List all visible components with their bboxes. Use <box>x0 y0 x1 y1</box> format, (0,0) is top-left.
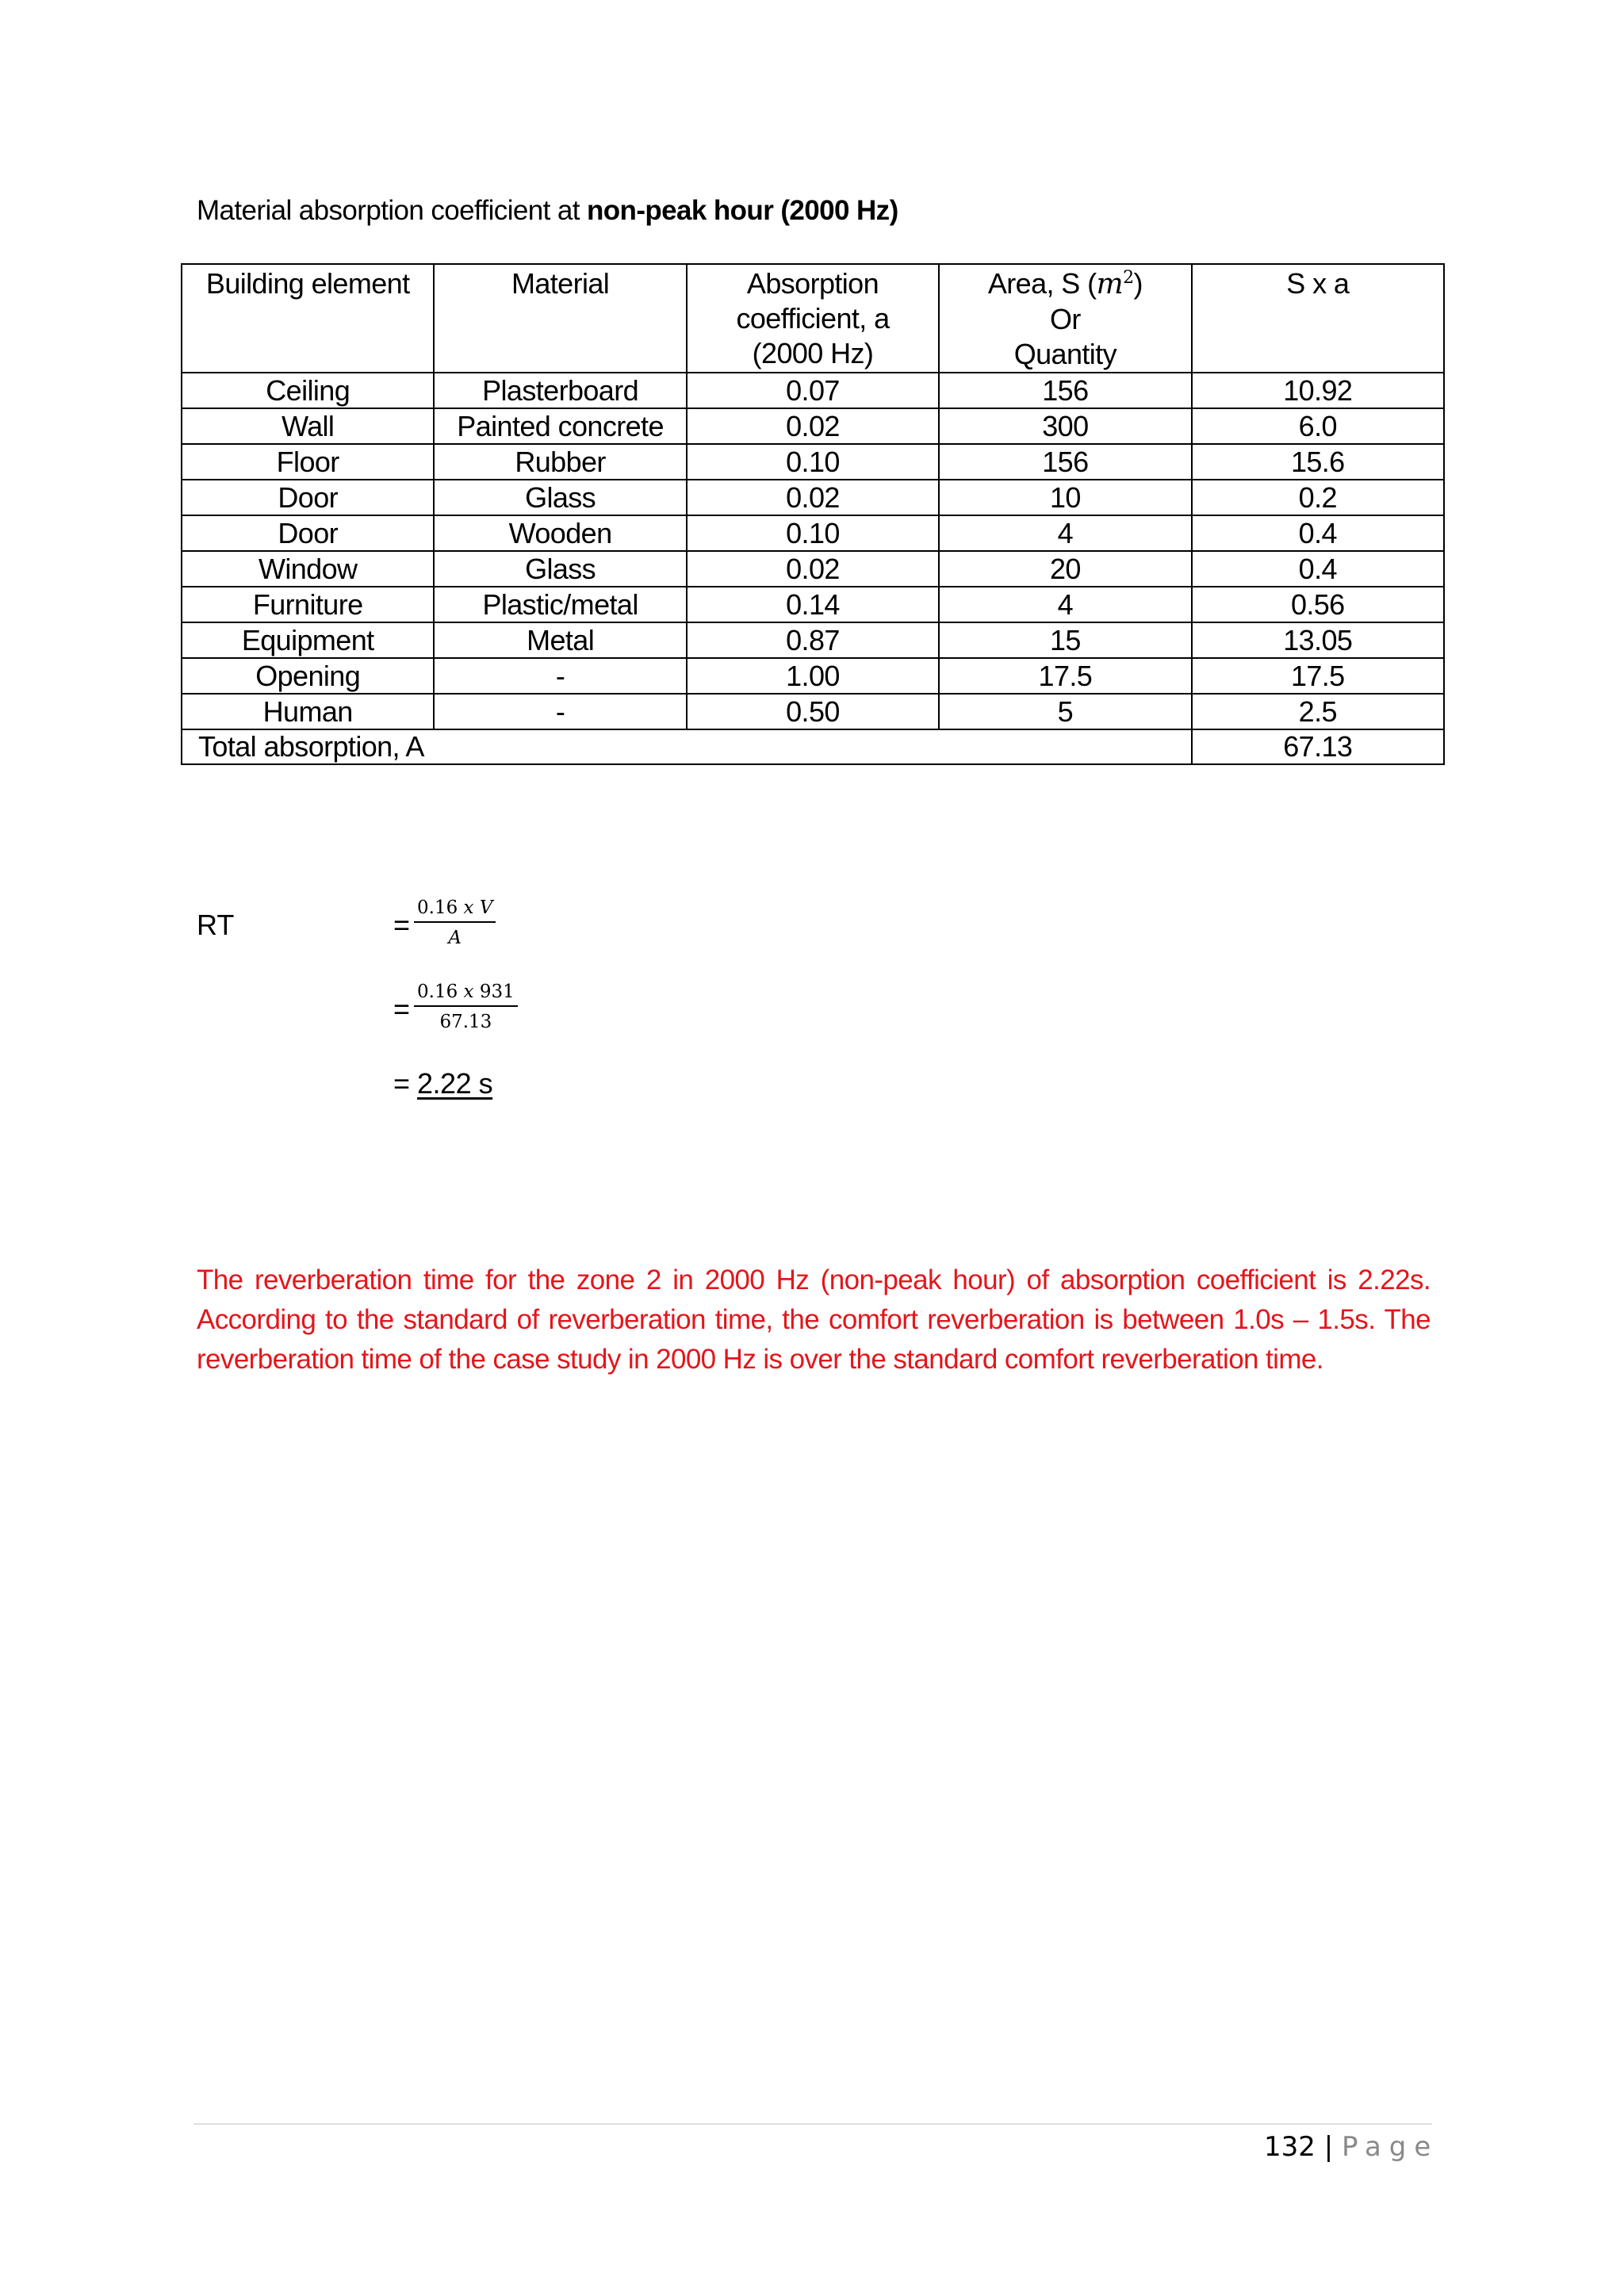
rt-result <box>393 1067 492 1100</box>
cell-s-x-a: 0.56 <box>1192 587 1444 622</box>
absorption-table <box>181 263 1445 765</box>
header-area <box>939 264 1191 373</box>
area-unit: m <box>1096 268 1124 300</box>
page-word: Page <box>1342 2131 1439 2163</box>
table-row <box>182 551 1444 587</box>
equals-sign: = <box>393 909 411 941</box>
cell-material: Plastic/metal <box>434 587 686 622</box>
table-row <box>182 694 1444 729</box>
equals-sign: = <box>393 993 411 1025</box>
cell-absorption-coefficient: 0.10 <box>687 515 939 551</box>
table-row <box>182 515 1444 551</box>
rt-label: RT <box>197 909 235 941</box>
cell-s-x-a: 15.6 <box>1192 444 1444 480</box>
header-line: Quantity <box>1013 338 1116 370</box>
footer-divider <box>193 2123 1432 2125</box>
cell-area: 156 <box>939 373 1191 408</box>
page-separator: | <box>1323 2131 1334 2163</box>
cell-building-element: Window <box>182 551 434 587</box>
cell-material: - <box>434 658 686 694</box>
header-line: coefficient, a <box>736 302 890 335</box>
header-building-element: Building element <box>182 264 434 373</box>
total-label: Total absorption, A <box>182 729 1192 764</box>
cell-building-element: Equipment <box>182 622 434 658</box>
header-s-x-a: S x a <box>1192 264 1444 373</box>
cell-area: 156 <box>939 444 1191 480</box>
page-number-value: 132 <box>1264 2131 1316 2163</box>
cell-material: - <box>434 694 686 729</box>
area-prefix: Area, S ( <box>987 267 1097 300</box>
table-row <box>182 373 1444 408</box>
cell-s-x-a: 2.5 <box>1192 694 1444 729</box>
den-var: A <box>448 928 462 948</box>
cell-absorption-coefficient: 0.02 <box>687 480 939 515</box>
cell-absorption-coefficient: 1.00 <box>687 658 939 694</box>
cell-area: 20 <box>939 551 1191 587</box>
table-body <box>182 373 1444 729</box>
fraction-denominator <box>414 923 496 948</box>
cell-material: Plasterboard <box>434 373 686 408</box>
fraction-formula <box>414 897 496 948</box>
cell-building-element: Furniture <box>182 587 434 622</box>
fraction-numerator <box>414 897 496 923</box>
table-row <box>182 480 1444 515</box>
cell-s-x-a: 6.0 <box>1192 408 1444 444</box>
cell-s-x-a: 13.05 <box>1192 622 1444 658</box>
header-line: (2000 Hz) <box>752 337 874 369</box>
caption-text: Material absorption coefficient at <box>197 195 587 226</box>
cell-area: 4 <box>939 515 1191 551</box>
cell-absorption-coefficient: 0.87 <box>687 622 939 658</box>
cell-s-x-a: 10.92 <box>1192 373 1444 408</box>
area-exponent: 2 <box>1123 268 1134 288</box>
cell-area: 17.5 <box>939 658 1191 694</box>
num-op: x <box>463 897 474 918</box>
cell-material: Metal <box>434 622 686 658</box>
page-number <box>1264 2131 1438 2163</box>
cell-area: 4 <box>939 587 1191 622</box>
cell-material: Wooden <box>434 515 686 551</box>
total-value: 67.13 <box>1192 729 1444 764</box>
cell-absorption-coefficient: 0.02 <box>687 551 939 587</box>
cell-s-x-a: 0.4 <box>1192 551 1444 587</box>
num-var: V <box>473 897 493 918</box>
cell-building-element: Door <box>182 515 434 551</box>
num-op: x <box>463 982 474 1002</box>
area-suffix: ) <box>1133 267 1143 300</box>
cell-absorption-coefficient: 0.14 <box>687 587 939 622</box>
cell-building-element: Wall <box>182 408 434 444</box>
table-row <box>182 408 1444 444</box>
num-coef: 0.16 <box>417 982 464 1002</box>
cell-building-element: Human <box>182 694 434 729</box>
fraction-denominator: 67.13 <box>439 1012 492 1032</box>
cell-building-element: Ceiling <box>182 373 434 408</box>
conclusion-paragraph: The reverberation time for the zone 2 in 2000 Hz (non-peak hour) of absorption coefficient is 2.22s. According to the standard of reverberation time, the comfort reverberation is between 1.0s – 1.5s. The reverberation time of the case study in 2000 Hz is over the standard comfort reverberation time. <box>197 1265 1431 1375</box>
header-absorption-coefficient <box>687 264 939 373</box>
table-row <box>182 587 1444 622</box>
header-line <box>940 266 1190 302</box>
cell-building-element: Floor <box>182 444 434 480</box>
table-row <box>182 658 1444 694</box>
cell-absorption-coefficient: 0.50 <box>687 694 939 729</box>
table-row <box>182 622 1444 658</box>
table-header-row <box>182 264 1444 373</box>
header-line: Or <box>1049 303 1081 335</box>
cell-s-x-a: 17.5 <box>1192 658 1444 694</box>
num-value: 931 <box>473 982 515 1002</box>
result-value: 2.22 s <box>417 1067 493 1100</box>
header-line: Absorption <box>746 267 879 300</box>
cell-material: Rubber <box>434 444 686 480</box>
cell-material: Glass <box>434 551 686 587</box>
header-material: Material <box>434 264 686 373</box>
total-row <box>182 729 1444 764</box>
cell-area: 15 <box>939 622 1191 658</box>
result-prefix: = <box>393 1067 418 1100</box>
cell-material: Glass <box>434 480 686 515</box>
cell-absorption-coefficient: 0.10 <box>687 444 939 480</box>
cell-s-x-a: 0.2 <box>1192 480 1444 515</box>
num-coef: 0.16 <box>417 897 464 918</box>
cell-area: 10 <box>939 480 1191 515</box>
cell-area: 5 <box>939 694 1191 729</box>
cell-material: Painted concrete <box>434 408 686 444</box>
cell-absorption-coefficient: 0.07 <box>687 373 939 408</box>
cell-absorption-coefficient: 0.02 <box>687 408 939 444</box>
caption-bold-text: non-peak hour (2000 Hz) <box>586 195 898 226</box>
cell-s-x-a: 0.4 <box>1192 515 1444 551</box>
cell-building-element: Opening <box>182 658 434 694</box>
cell-building-element: Door <box>182 480 434 515</box>
fraction-substituted <box>414 982 518 1032</box>
cell-area: 300 <box>939 408 1191 444</box>
table-caption <box>197 195 898 227</box>
fraction-numerator <box>414 982 518 1007</box>
table-row <box>182 444 1444 480</box>
